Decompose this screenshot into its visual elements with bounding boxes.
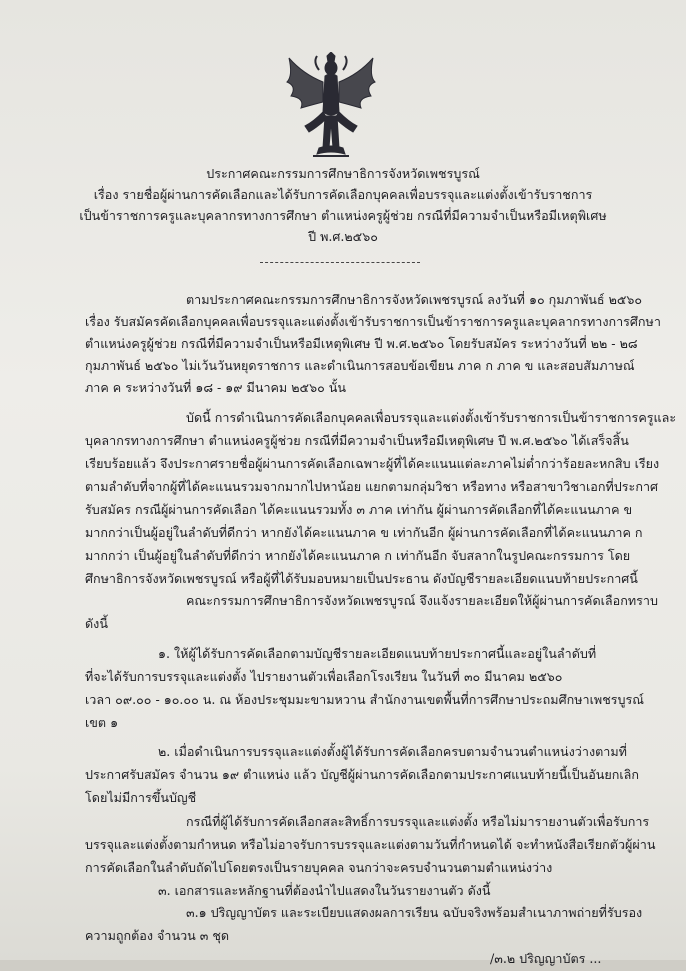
text-line: เขต ๑ [85,715,119,730]
text-line: กรณีที่ผู้ได้รับการคัดเลือกสละสิทธิ์การบรรจุและแต่งตั้ง หรือไม่มารายงานตัวเพื่อรับการ [186,814,650,829]
text-line: ภาค ค ระหว่างวันที่ ๑๘ - ๑๙ มีนาคม ๒๕๖๐ นั้น [85,380,346,395]
text-line: ตามประกาศคณะกรรมการศึกษาธิการจังหวัดเพชรบูรณ์ ลงวันที่ ๑๐ กุมภาพันธ์ ๒๕๖๐ [186,292,643,307]
continuation-text: /๓.๒ ปริญญาบัตร ... [490,951,602,966]
subject-line-2: เป็นข้าราชการครูและบุคลากรทางการศึกษา ตำแหน่งครูผู้ช่วย กรณีที่มีความจำเป็นหรือมีเหตุพิเศษ [79,208,607,223]
text-line: โดยไม่มีการขึ้นบัญชี [85,790,197,805]
text-line: เวลา ๐๙.๐๐ - ๑๐.๐๐ น. ณ ห้องประชุมมะขามหวาน สำนักงานเขตพื้นที่การศึกษาประถมศึกษาเพชรบูรณ์ [85,692,644,707]
text-line: มากกว่าเป็นผู้อยู่ในลำดับที่ดีกว่า หากยังได้คะแนนภาค ข เท่ากันอีก ผู้ผ่านการคัดเลือกที่ได้คะแนนภาค ก [85,525,643,540]
text-line: ตามลำดับที่จากผู้ที่ได้คะแนนรวมจากมากไปหาน้อย แยกตามกลุ่มวิชา หรือทาง หรือสาขาวิชาเอกที่ประกาศ [85,479,659,494]
text-line: เรื่อง รับสมัครคัดเลือกบุคคลเพื่อบรรจุและแต่งตั้งเข้ารับราชการเป็นข้าราชการครูและบุคลากรทางการศึกษา [85,314,661,329]
text-line: รับสมัคร กรณีผู้ผ่านการคัดเลือก ได้คะแนนรวมทั้ง ๓ ภาค เท่ากัน ผู้ผ่านการคัดเลือกที่ได้คะแนนภาค ข [85,502,633,517]
garuda-emblem-icon [283,52,379,160]
text-line: กุมภาพันธ์ ๒๕๖๐ ไม่เว้นวันหยุดราชการ และดำเนินการสอบข้อเขียน ภาค ก ภาค ข และสอบสัมภาษณ์ [85,358,635,373]
text-line: คณะกรรมการศึกษาธิการจังหวัดเพชรบูรณ์ จึงแจ้งรายละเอียดให้ผู้ผ่านการคัดเลือกทราบ [186,593,658,608]
announcement-heading: ประกาศคณะกรรมการศึกษาธิการจังหวัดเพชรบูรณ์ [206,166,480,181]
text-line: มากกว่า เป็นผู้อยู่ในลำดับที่ดีกว่า หากยังได้คะแนนภาค ก เท่ากันอีก จับสลากในรูปคณะกรรมการ โดย [85,548,631,563]
text-line: เรียบร้อยแล้ว จึงประกาศรายชื่อผู้ผ่านการคัดเลือกเฉพาะผู้ที่ได้คะแนนแต่ละภาคไม่ต่ำกว่าร้อยละหกสิบ เรียง [85,456,660,471]
text-line: ๓. เอกสารและหลักฐานที่ต้องนำไปแสดงในวันรายงานตัว ดังนี้ [158,883,491,898]
heading-divider [260,262,420,263]
text-line: การคัดเลือกในลำดับถัดไปโดยตรงเป็นรายบุคคล จนกว่าจะครบจำนวนตามตำแหน่งว่าง [85,860,553,875]
text-line: ดังนี้ [85,616,108,631]
text-line: บรรจุและแต่งตั้งตามกำหนด หรือไม่อาจรับการบรรจุและแต่งตามวันที่กำหนดได้ จะทำหนังสือเรียกตัวผู้ผ่าน [85,837,656,852]
text-line: ประกาศรับสมัคร จำนวน ๑๙ ตำแหน่ง แล้ว บัญชีผู้ผ่านการคัดเลือกตามประกาศแนบท้ายนี้เป็นอันยกเลิก [85,767,640,782]
text-line: ๓.๑ ปริญญาบัตร และระเบียบแสดงผลการเรียน ฉบับจริงพร้อมสำเนาภาพถ่ายที่รับรอง [186,905,643,920]
subject-year: ปี พ.ศ.๒๕๖๐ [308,229,378,244]
subject-line: เรื่อง รายชื่อผู้ผ่านการคัดเลือกและได้รับการคัดเลือกบุคคลเพื่อบรรจุและแต่งตั้งเข้ารับราชการ [93,187,593,202]
text-line: ๑. ให้ผู้ได้รับการคัดเลือกตามบัญชีรายละเอียดแนบท้ายประกาศนี้และอยู่ในลำดับที่ [158,646,597,661]
text-line: บุคลากรทางการศึกษา ตำแหน่งครูผู้ช่วย กรณีที่มีความจำเป็นหรือมีเหตุพิเศษ ปี พ.ศ.๒๕๖๐ ได้เสร็จสิ้น [85,433,629,448]
text-line: ๒. เมื่อดำเนินการบรรจุและแต่งตั้งผู้ได้รับการคัดเลือกครบตามจำนวนตำแหน่งว่างตามที่ [158,744,627,759]
text-line: ศึกษาธิการจังหวัดเพชรบูรณ์ หรือผู้ที่ได้รับมอบหมายเป็นประธาน ดังบัญชีรายละเอียดแนบท้ายประกาศนี้ [85,571,638,586]
text-line: ที่จะได้รับการบรรจุและแต่งตั้ง ไปรายงานตัวเพื่อเลือกโรงเรียน ในวันที่ ๓๐ มีนาคม ๒๕๖๐ [85,669,563,684]
text-line: บัดนี้ การดำเนินการคัดเลือกบุคคลเพื่อบรรจุและแต่งตั้งเข้ารับราชการเป็นข้าราชการครูและ [186,410,677,425]
text-line: ตำแหน่งครูผู้ช่วย กรณีที่มีความจำเป็นหรือมีเหตุพิเศษ ปี พ.ศ.๒๕๖๐ โดยรับสมัคร ระหว่างวันที่ ๒๒ - ๒๘ [85,336,638,351]
text-line: ความถูกต้อง จำนวน ๓ ชุด [85,928,230,943]
